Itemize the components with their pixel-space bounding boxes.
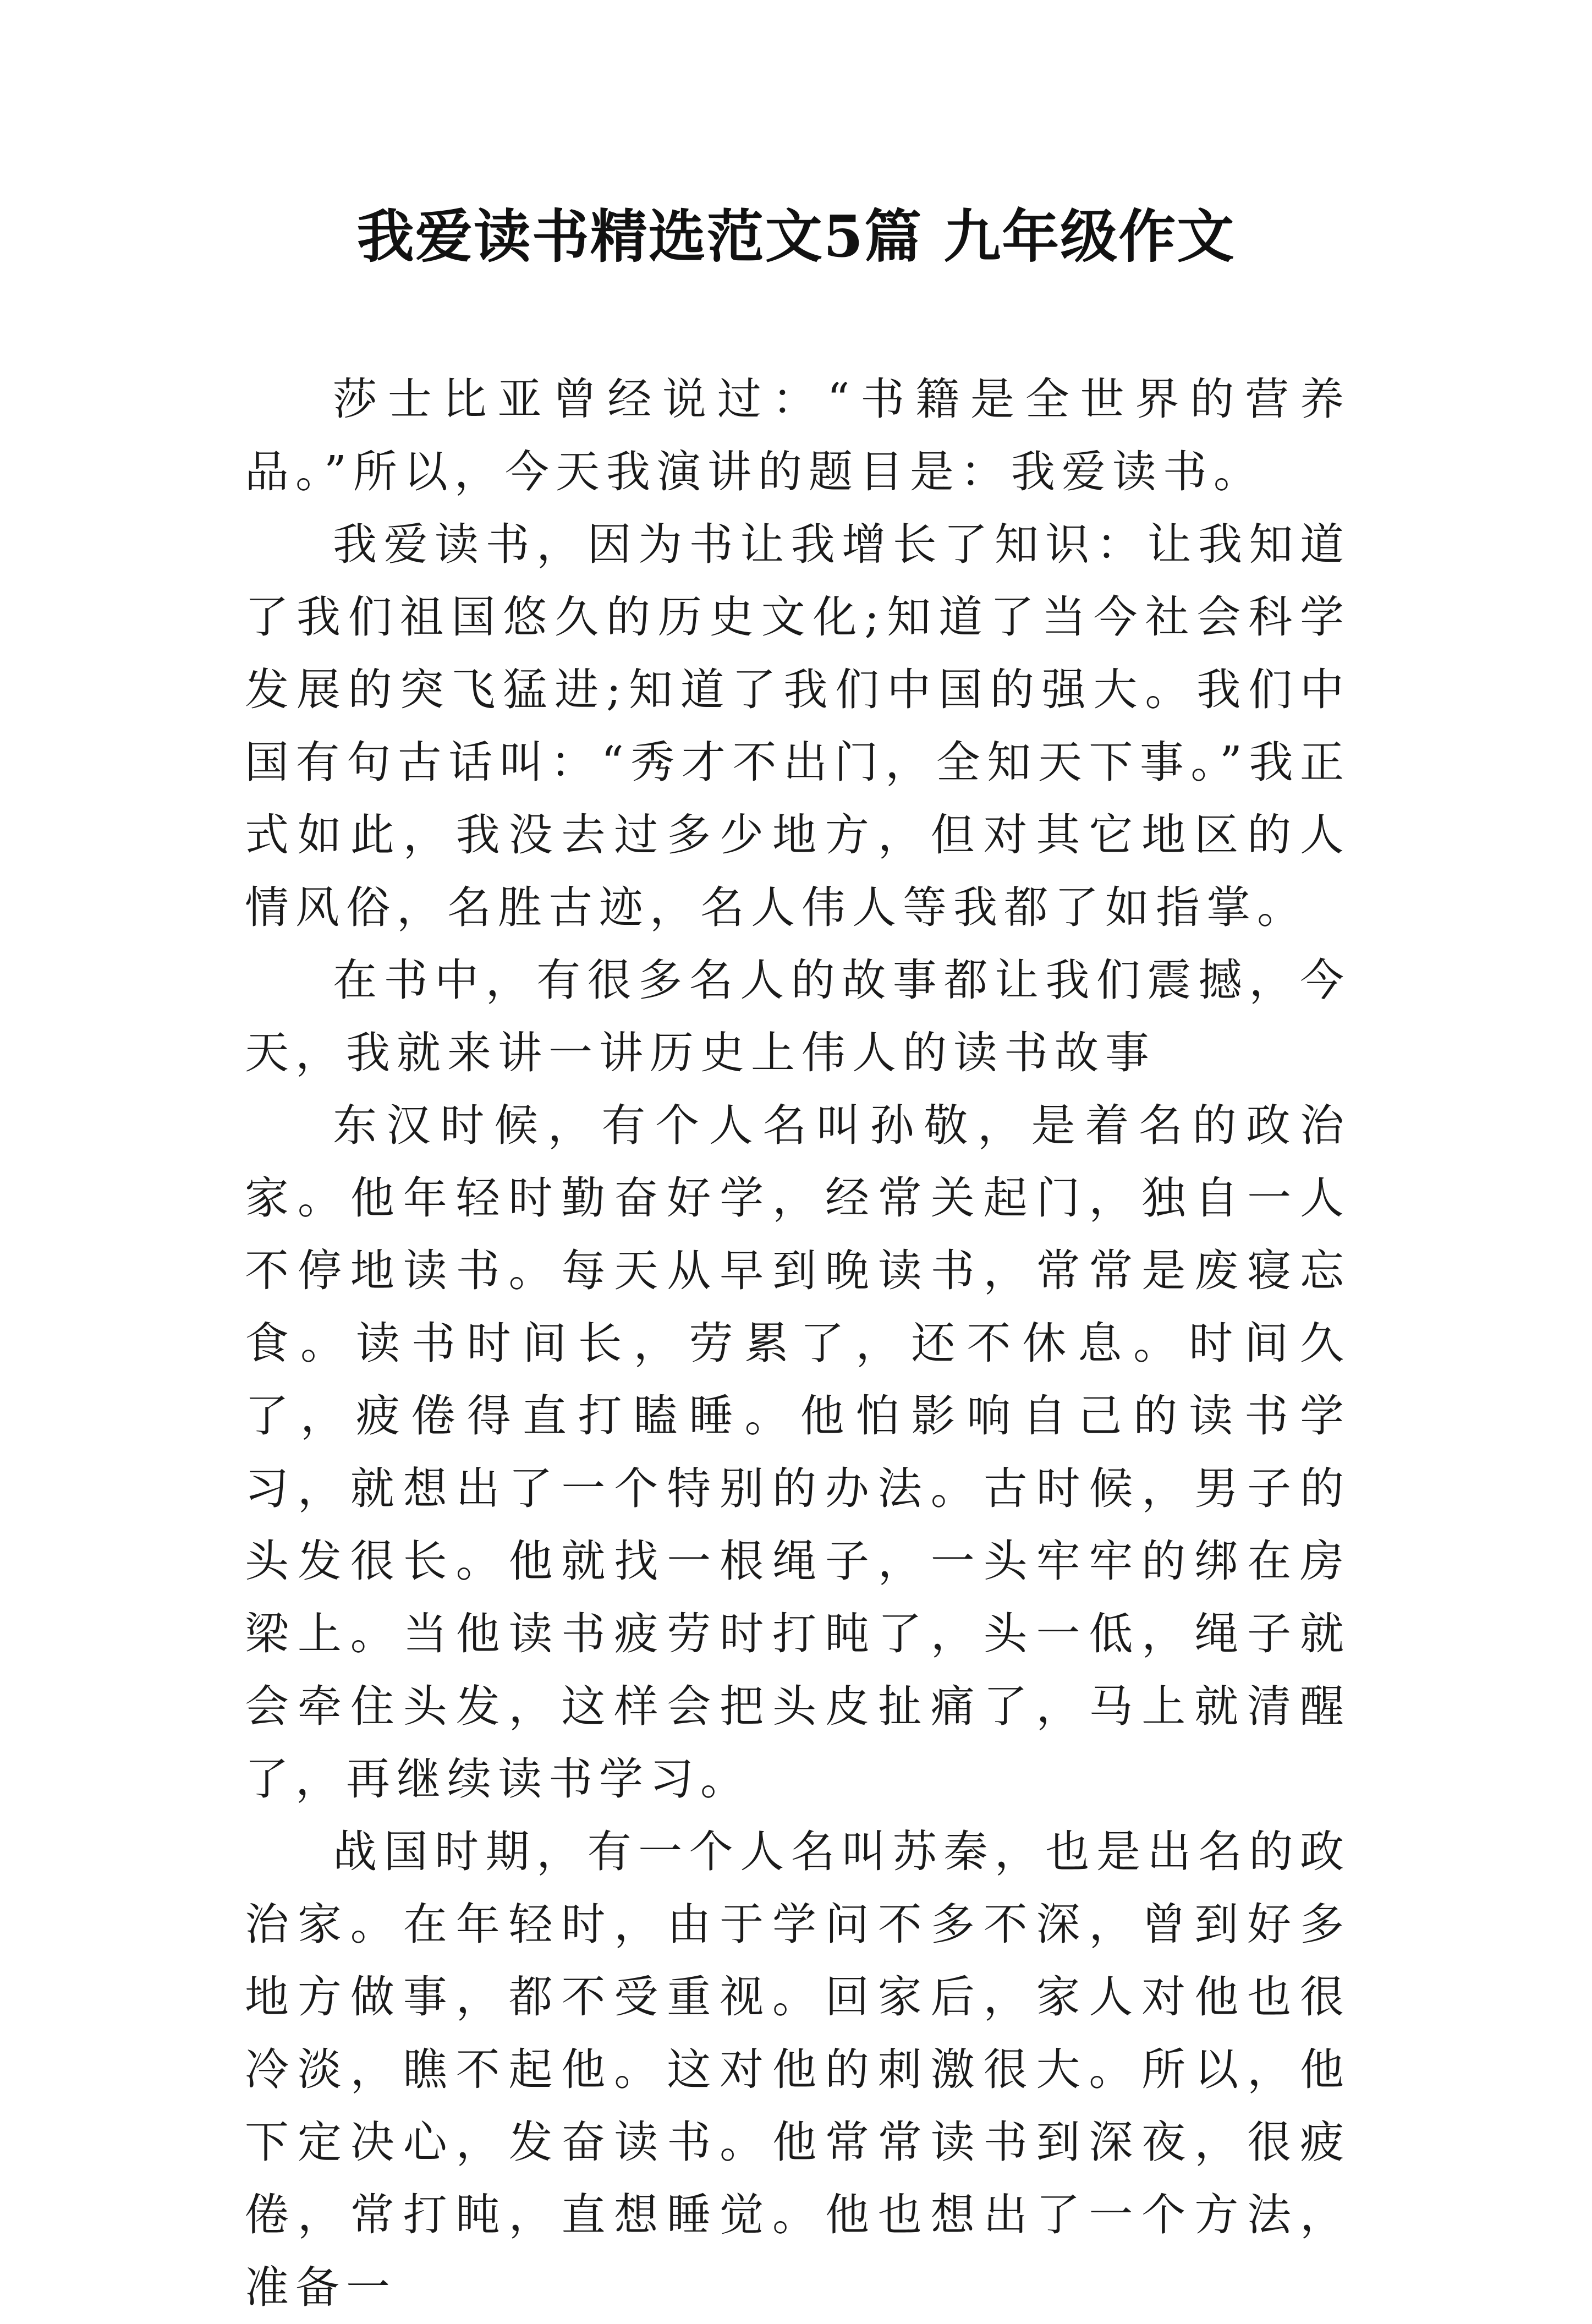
paragraph: 莎士比亚曾经说过：“书籍是全世界的营养品。”所以，今天我演讲的题目是：我爱读书。 xyxy=(245,374,1351,497)
paragraph: 战国时期，有一个人名叫苏秦，也是出名的政治家。在年轻时，由于学问不多不深，曾到好多地方做事，都不受重视。回家后，家人对他也很冷淡，瞧不起他。这对他的刺激很大。所以，他下定决心，发奋读书。他常常读书到深夜，很疲倦，常打盹，直想睡觉。他也想出了一个方法，准备一 xyxy=(245,1826,1351,2313)
document-body xyxy=(245,363,1351,2324)
paragraph: 东汉时候，有个人名叫孙敬，是着名的政治家。他年轻时勤奋好学，经常关起门，独自一人不停地读书。每天从早到晚读书，常常是废寝忘食。读书时间长，劳累了，还不休息。时间久了，疲倦得直打瞌睡。他怕影响自己的读书学习，就想出了一个特别的办法。古时候，男子的头发很长。他就找一根绳子，一头牢牢的绑在房梁上。当他读书疲劳时打盹了，头一低，绳子就会牵住头发，这样会把头皮扯痛了，马上就清醒了，再继续读书学习。 xyxy=(245,1100,1351,1805)
paragraph: 在书中，有很多名人的故事都让我们震撼，今天，我就来讲一讲历史上伟人的读书故事 xyxy=(245,955,1351,1078)
paragraph: 我爱读书，因为书让我增长了知识：让我知道了我们祖国悠久的历史文化;知道了当今社会科学发展的突飞猛进;知道了我们中国的强大。我们中国有句古话叫：“秀才不出门，全知天下事。”我正式如此，我没去过多少地方，但对其它地区的人情风俗，名胜古迹，名人伟人等我都了如指掌。 xyxy=(245,519,1351,933)
document-title: 我爱读书精选范文5篇 九年级作文 xyxy=(356,202,1236,270)
